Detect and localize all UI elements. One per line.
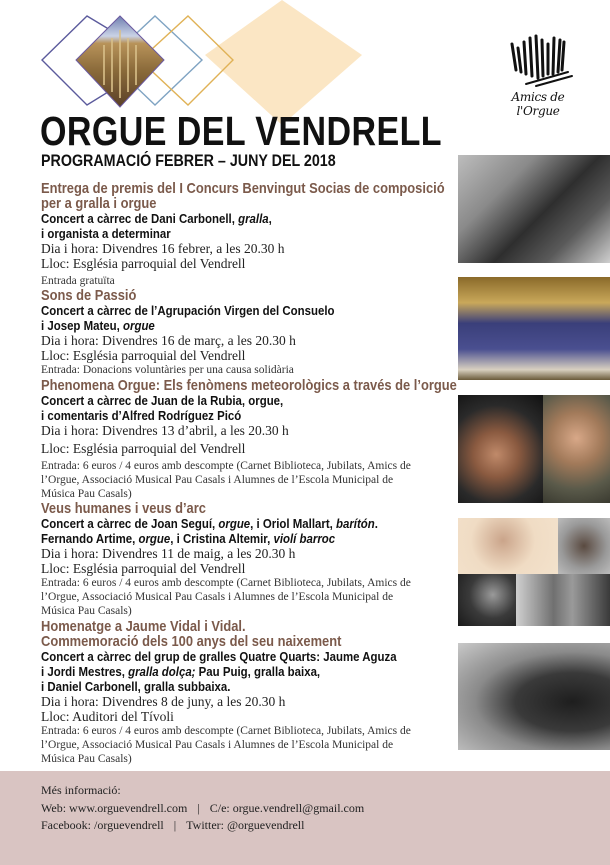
event-4 <box>41 501 451 618</box>
event-entry: Entrada: 6 euros / 4 euros amb descompte (Carnet Biblioteca, Jubilats, Amics de l’Orgue, Associació Musical Pau Casals i Alumnes de l’Escola Municipal de Música Pau Casals) <box>41 725 411 765</box>
portrait-man-with-cap <box>458 395 543 503</box>
event-title: Entrega de premis del I Concurs Benvingut Socias de composició <box>41 180 445 197</box>
event-performers: i organista a determinar <box>41 226 171 241</box>
event-1 <box>41 181 451 288</box>
event-2 <box>41 288 451 377</box>
footer-info <box>0 771 610 865</box>
web-link[interactable]: Web: www.orguevendrell.com <box>41 801 188 815</box>
organist-at-piano-photo <box>458 155 610 263</box>
event-place: Lloc: Església parroquial del Vendrell <box>41 256 246 271</box>
amics-de-lorgue-logo <box>492 30 584 118</box>
organ-pipes-logo-icon <box>492 30 584 90</box>
twitter-link[interactable]: Twitter: @orguevendrell <box>186 818 305 832</box>
diamond-fill-peach <box>205 0 362 125</box>
event-performers: Concert a càrrec de Juan de la Rubia, orgue, <box>41 393 284 408</box>
event-date: Dia i hora: Divendres 8 de juny, a les 20.30 h <box>41 694 286 709</box>
footer-social-line <box>41 818 304 832</box>
facebook-link[interactable]: Facebook: /orguevendrell <box>41 818 164 832</box>
event-title: Homenatge a Jaume Vidal i Vidal. <box>41 618 246 635</box>
event-performers: Concert a càrrec de Joan Seguí, orgue, i Oriol Mallart, barítón. <box>41 516 378 531</box>
portrait-young-man <box>543 395 610 503</box>
event-entry: Entrada: Donacions voluntàries per una causa solidària <box>41 364 294 376</box>
four-musicians-collage <box>458 518 610 626</box>
portrait-oriol-mallart <box>558 518 610 574</box>
separator: | <box>197 801 200 815</box>
logo-text: Amics de l'Orgue <box>511 90 565 118</box>
event-place: Lloc: Església parroquial del Vendrell <box>41 348 246 363</box>
separator: | <box>173 818 177 832</box>
event-place: Lloc: Església parroquial del Vendrell <box>41 561 246 576</box>
footer-web-email-line <box>41 801 364 815</box>
event-performers: Concert a càrrec de l’Agrupación Virgen del Consuelo <box>41 303 335 318</box>
event-title: per a gralla i orgue <box>41 195 157 212</box>
event-entry: Entrada: 6 euros / 4 euros amb descompte (Carnet Biblioteca, Jubilats, Amics de l’Orgue, Associació Musical Pau Casals i Alumnes de l’Escola Municipal de Música Pau Casals) <box>41 460 411 500</box>
event-date: Dia i hora: Divendres 16 de març, a les 20.30 h <box>41 333 296 348</box>
event-entry: Entrada: 6 euros / 4 euros amb descompte (Carnet Biblioteca, Jubilats, Amics de l’Orgue, Associació Musical Pau Casals i Alumnes de l’Escola Municipal de Música Pau Casals) <box>41 577 411 617</box>
event-place: Lloc: Auditori del Tívoli <box>41 709 174 724</box>
event-5 <box>41 619 451 766</box>
event-performers: i comentaris d’Alfred Rodríguez Picó <box>41 408 242 423</box>
event-performers: Fernando Artime, orgue, i Cristina Altemir, violí barroc <box>41 531 336 546</box>
page-title: ORGUE DEL VENDRELL <box>40 108 443 154</box>
event-performers: i Jordi Mestres, gralla dolça; Pau Puig, gralla baixa, <box>41 664 321 679</box>
event-performers: Concert a càrrec del grup de gralles Quatre Quarts: Jaume Aguza <box>41 649 397 664</box>
event-performers: i Daniel Carbonell, gralla subbaixa. <box>41 679 231 694</box>
event-title: Sons de Passió <box>41 287 137 304</box>
event-performers: Concert a càrrec de Dani Carbonell, gralla, <box>41 211 272 226</box>
portrait-joan-segui <box>458 518 558 574</box>
portrait-cristina-altemir <box>458 574 516 626</box>
event-entry: Entrada gratuïta <box>41 275 115 287</box>
event-date: Dia i hora: Divendres 11 de maig, a les 20.30 h <box>41 546 296 561</box>
event-title: Commemoració dels 100 anys del seu naixement <box>41 633 342 650</box>
event-3 <box>41 377 457 501</box>
portrait-fernando-artime <box>516 574 610 626</box>
jaume-vidal-gralla-photo <box>458 643 610 750</box>
footer-heading: Més informació: <box>41 783 121 797</box>
event-place: Lloc: Església parroquial del Vendrell <box>41 441 246 456</box>
page-subtitle: PROGRAMACIÓ FEBRER – JUNY DEL 2018 <box>41 151 336 170</box>
event-performers: i Josep Mateu, orgue <box>41 318 155 333</box>
agrupacion-band-photo <box>458 277 610 380</box>
email-link[interactable]: C/e: orgue.vendrell@gmail.com <box>209 801 365 815</box>
event-date: Dia i hora: Divendres 13 d’abril, a les 20.30 h <box>41 423 289 438</box>
header-diamond-graphic <box>0 0 380 125</box>
event-title: Veus humanes i veus d’arc <box>41 500 206 517</box>
event-title: Phenomena Orgue: Els fenòmens meteorològics a través de l’orgue <box>41 377 457 394</box>
event-date: Dia i hora: Divendres 16 febrer, a les 20.30 h <box>41 241 285 256</box>
juan-de-la-rubia-alfred-photo <box>458 395 610 503</box>
